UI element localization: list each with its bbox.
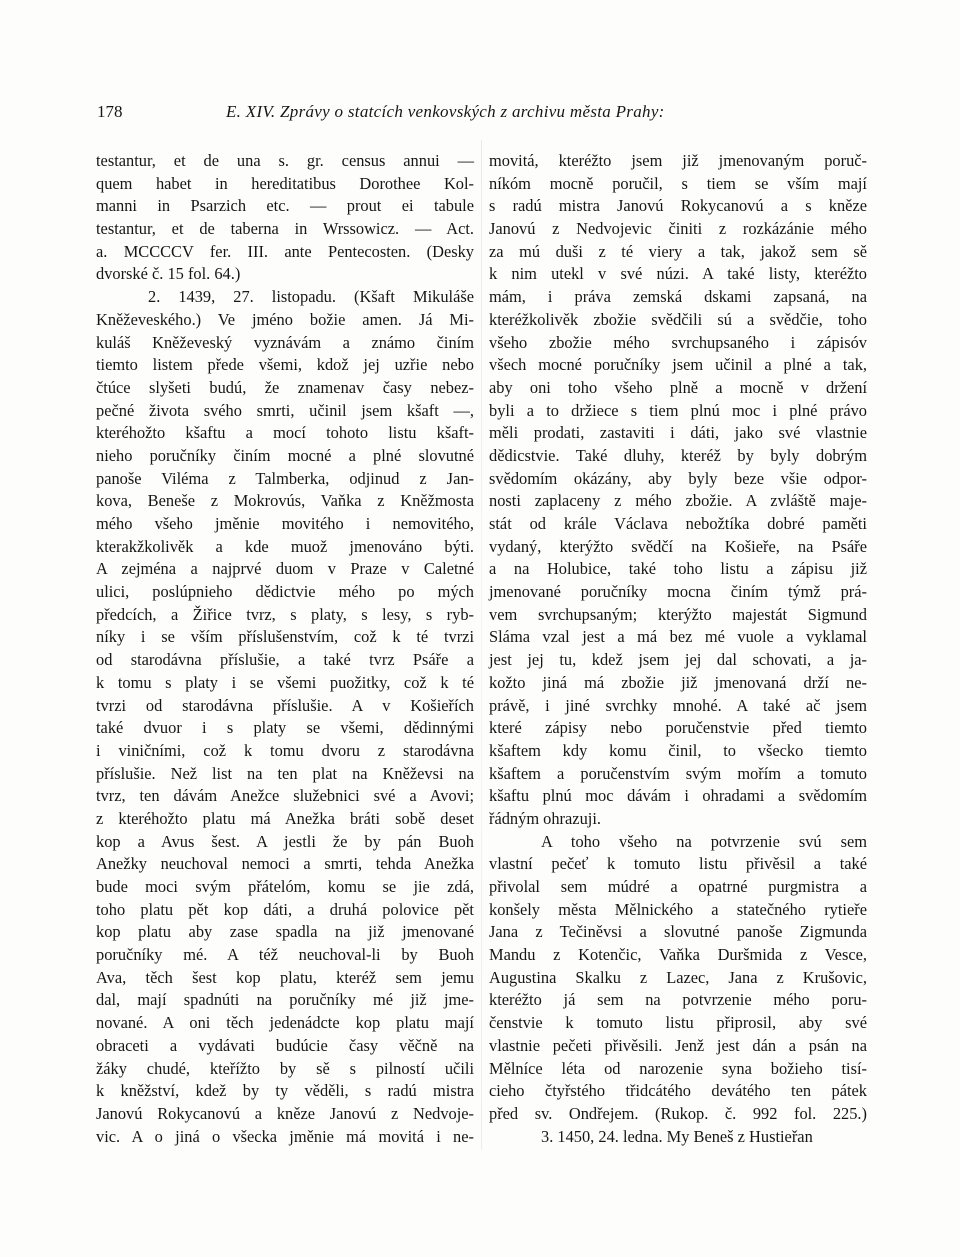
text-line: testantur, et de una s. gr. census annui — xyxy=(96,151,474,170)
text-line: od starodávna příslušie, a také tvrz Psáře a xyxy=(96,650,474,670)
text-line: níky i se vším příslušenstvím, což k té tvrzi xyxy=(96,627,474,647)
text-line: 3. 1450, 24. ledna. My Beneš z Hustieřan xyxy=(541,1126,813,1146)
page-header xyxy=(97,102,872,128)
text-line: poručníky mé. A též neuchoval-li by Buoh xyxy=(96,945,474,965)
left-text-column xyxy=(96,150,474,1148)
text-line: toho platu pět kop dáti, a druhá polovice pět xyxy=(96,899,474,919)
text-line: nieho poručníky činím mocné a plné slovutné xyxy=(96,445,474,465)
text-line: Jana z Tečiněvsi a slovutné panoše Zigmunda xyxy=(489,922,867,942)
text-line: příslušie. Než list na ten plat na Kněževsi na xyxy=(96,763,474,783)
text-line: tiemto listem přede všemi, kdož jej uzřie nebo xyxy=(96,355,474,375)
text-line: k kněžství, kdež by ty věděli, s radú mistra xyxy=(96,1081,474,1101)
text-line: kšaftem a poručenstvím svým mořím a tomuto xyxy=(489,763,867,783)
text-line: Mandu z Kotenčic, Vaňka Duršmida z Vesce, xyxy=(489,945,867,965)
text-line: které zápisy nebo poručenstvie před tiemto xyxy=(489,718,867,738)
text-line: kop platu aby zase spadla na již jmenované xyxy=(96,922,474,942)
text-line: A zejména a najprvé duom v Praze v Caletné xyxy=(96,559,474,579)
text-line: a na Holubice, také toho listu a zápisu již xyxy=(489,559,867,579)
text-line: vydaný, kterýžto svědčí na Košieře, na Psáře xyxy=(489,536,867,556)
text-line: nované. A oni těch jedenádcte kop platu mají xyxy=(96,1013,474,1033)
text-line: Mělníce léta od narozenie syna božieho tisí- xyxy=(489,1058,867,1078)
text-line: Janovú z Nedvojevic činiti z rozkázánie mého xyxy=(489,219,867,239)
text-line: nosti zaplaceny z mého zbožie. A zvláště maje- xyxy=(489,491,867,511)
text-line: Ava, těch šest kop platu, kteréž sem jemu xyxy=(96,967,474,987)
text-line: jmenované poručníky mocna činím týmž prá- xyxy=(489,582,867,602)
text-line: cieho čtyřstého třidcátého devátého ten pátek xyxy=(489,1081,867,1101)
text-line: Anežky neuchoval nemoci a smrti, tehda Anežka xyxy=(96,854,474,874)
text-line: Janovú Rokycanovú a kněze Janovú z Nedvoje- xyxy=(96,1103,474,1123)
text-line: vem svrchupsaným; kterýžto majestát Sigmund xyxy=(489,604,867,624)
text-line: ulici, poslúpnieho dědictvie mého po mých xyxy=(96,582,474,602)
text-line: předcích, a Žiřice tvrz, s platy, s lesy, s ryb- xyxy=(96,604,474,624)
text-line: kterakžkolivěk a kde muož jmenováno býti. xyxy=(96,536,474,556)
text-line: čtúce slyšeti budú, že znamenav časy nebez- xyxy=(96,377,474,397)
text-line: čenstvie k tomuto listu připrosil, aby své xyxy=(489,1013,867,1033)
text-line: měli prodati, zastaviti i dáti, jako své vlastnie xyxy=(489,423,867,443)
text-line: řádným ohrazuji. xyxy=(489,808,601,828)
text-line: kožto jiná má zbožie již jmenovaná drží ne- xyxy=(489,672,867,692)
column-gutter xyxy=(481,140,482,1150)
text-line: před sv. Ondřejem. (Rukop. č. 992 fol. 225.) xyxy=(489,1103,867,1123)
text-line: A toho všeho na potvrzenie svú sem xyxy=(541,831,867,851)
text-line: mám, i práva zemská dskami zapsaná, na xyxy=(489,287,867,307)
text-line: kšaftu plnú moc dávám i ohradami a svědomím xyxy=(489,786,867,806)
text-line: bude moci svým přátelóm, komu se jie zdá, xyxy=(96,877,474,896)
page-number: 178 xyxy=(97,102,123,121)
text-line: kuláš Kněževeský vyznávám a známo činím xyxy=(96,332,474,352)
text-line: z kteréhožto platu má Anežka bráti sobě deset xyxy=(96,808,474,828)
text-line: Kněževeského.) Ve jméno božie amen. Já Mi- xyxy=(96,309,474,329)
text-line: všeho zbožie mého svrchupsaného i zápisóv xyxy=(489,332,867,352)
text-line: k tomu s platy i se všemi puožitky, což k té xyxy=(96,672,474,692)
running-head: E. XIV. Zprávy o statcích venkovských z archivu města Prahy: xyxy=(226,102,665,121)
text-line: konšely města Mělnického a statečného rytieře xyxy=(489,899,867,919)
text-line: panoše Viléma z Talmberka, odjinud z Jan- xyxy=(96,468,474,488)
text-line: také dvuor i s platy se všemi, dědinnými xyxy=(96,718,474,738)
text-line: i viničními, což k tomu dvoru z starodávna xyxy=(96,740,474,760)
text-line: přivolal sem múdré a opatrné purgmistra a xyxy=(489,877,867,896)
text-line: Augustina Skalku z Lazec, Jana z Krušovic, xyxy=(489,967,867,987)
text-line: movitá, kteréžto jsem již jmenovaným poruč- xyxy=(489,151,867,170)
text-line: níkóm mocně poručil, s tiem se vším mají xyxy=(489,173,867,193)
right-text-column xyxy=(489,150,867,1148)
text-line: vlastní pečeť k tomuto listu přivěsil a také xyxy=(489,854,867,874)
text-line: stát od krále Václava nebožtíka dobré paměti xyxy=(489,514,867,533)
text-line: quem habet in hereditatibus Dorothee Kol- xyxy=(96,173,474,193)
text-line: testantur, et de taberna in Wrssowicz. — Act. xyxy=(96,219,474,239)
text-line: 2. 1439, 27. listopadu. (Kšaft Mikuláše xyxy=(148,287,474,307)
text-line: kteréhožto kšaftu a mocí tohoto listu kšaft- xyxy=(96,423,474,443)
text-line: dvorské č. 15 fol. 64.) xyxy=(96,264,241,284)
text-line: s radú mistra Janovú Rokycanovú a s kněze xyxy=(489,196,867,216)
text-line: vlastnie pečeti přivěsili. Jenž jest dán a psán na xyxy=(489,1035,867,1055)
text-line: byli a to držiece s tiem plnú moc i plné právo xyxy=(489,400,867,420)
text-line: Sláma vzal jest a má bez mé vuole a vyklamal xyxy=(489,627,867,647)
text-line: pečné života svého smrti, učinil jsem kšaft —, xyxy=(96,400,474,420)
text-line: kop a Avus šest. A jestli že by pán Buoh xyxy=(96,831,474,851)
text-line: manni in Psarzich etc. — prout ei tabule xyxy=(96,196,474,216)
text-line: všech mocné poručníky jsem učinil a plné a tak, xyxy=(489,355,867,375)
text-line: svědomím okázány, aby byly beze všie odpor- xyxy=(489,468,867,488)
text-line: tvrz, ten dávám Anežce služebnici své a Avovi; xyxy=(96,786,474,806)
text-line: kteréžkolivěk zbožie svědčili sú a svědčie, toho xyxy=(489,309,867,329)
text-line: k nim utekl v své núzi. A také listy, kteréžto xyxy=(489,264,867,284)
text-line: dal, mají spadnúti na poručníky mé již jme- xyxy=(96,990,474,1010)
text-line: žáky chudé, kteřížto by sě s pilností učili xyxy=(96,1058,474,1078)
text-line: dědicstvie. Také dluhy, kteréž by byly dobrým xyxy=(489,445,867,465)
text-line: kova, Beneše z Mokrovús, Vaňka z Kněžmosta xyxy=(96,491,474,511)
text-line: obraceti a vydávati budúcie časy věčně na xyxy=(96,1035,474,1055)
text-line: kteréžto já sem na potvrzenie mého poru- xyxy=(489,990,867,1010)
text-line: vic. A o jiná o všecka jměnie má movitá i ne- xyxy=(96,1126,474,1146)
text-line: kšaftem kdy komu činil, to všecko tiemto xyxy=(489,740,867,760)
text-line: tvrzi od starodávna příslušie. A v Košieřích xyxy=(96,695,474,715)
text-line: a. MCCCCV fer. III. ante Pentecosten. (Desky xyxy=(96,241,474,261)
text-line: mého všeho jměnie movitého i nemovitého, xyxy=(96,514,474,533)
text-line: právě, i jiné svrchky mnohé. A také ač jsem xyxy=(489,695,867,715)
text-line: za mú duši z té viery a tak, jakož sem sě xyxy=(489,241,867,261)
text-line: jest jej tu, kdež jsem jej dal schovati, a ja- xyxy=(489,650,867,670)
text-line: aby oni toho všeho plně a mocně v držení xyxy=(489,377,867,397)
